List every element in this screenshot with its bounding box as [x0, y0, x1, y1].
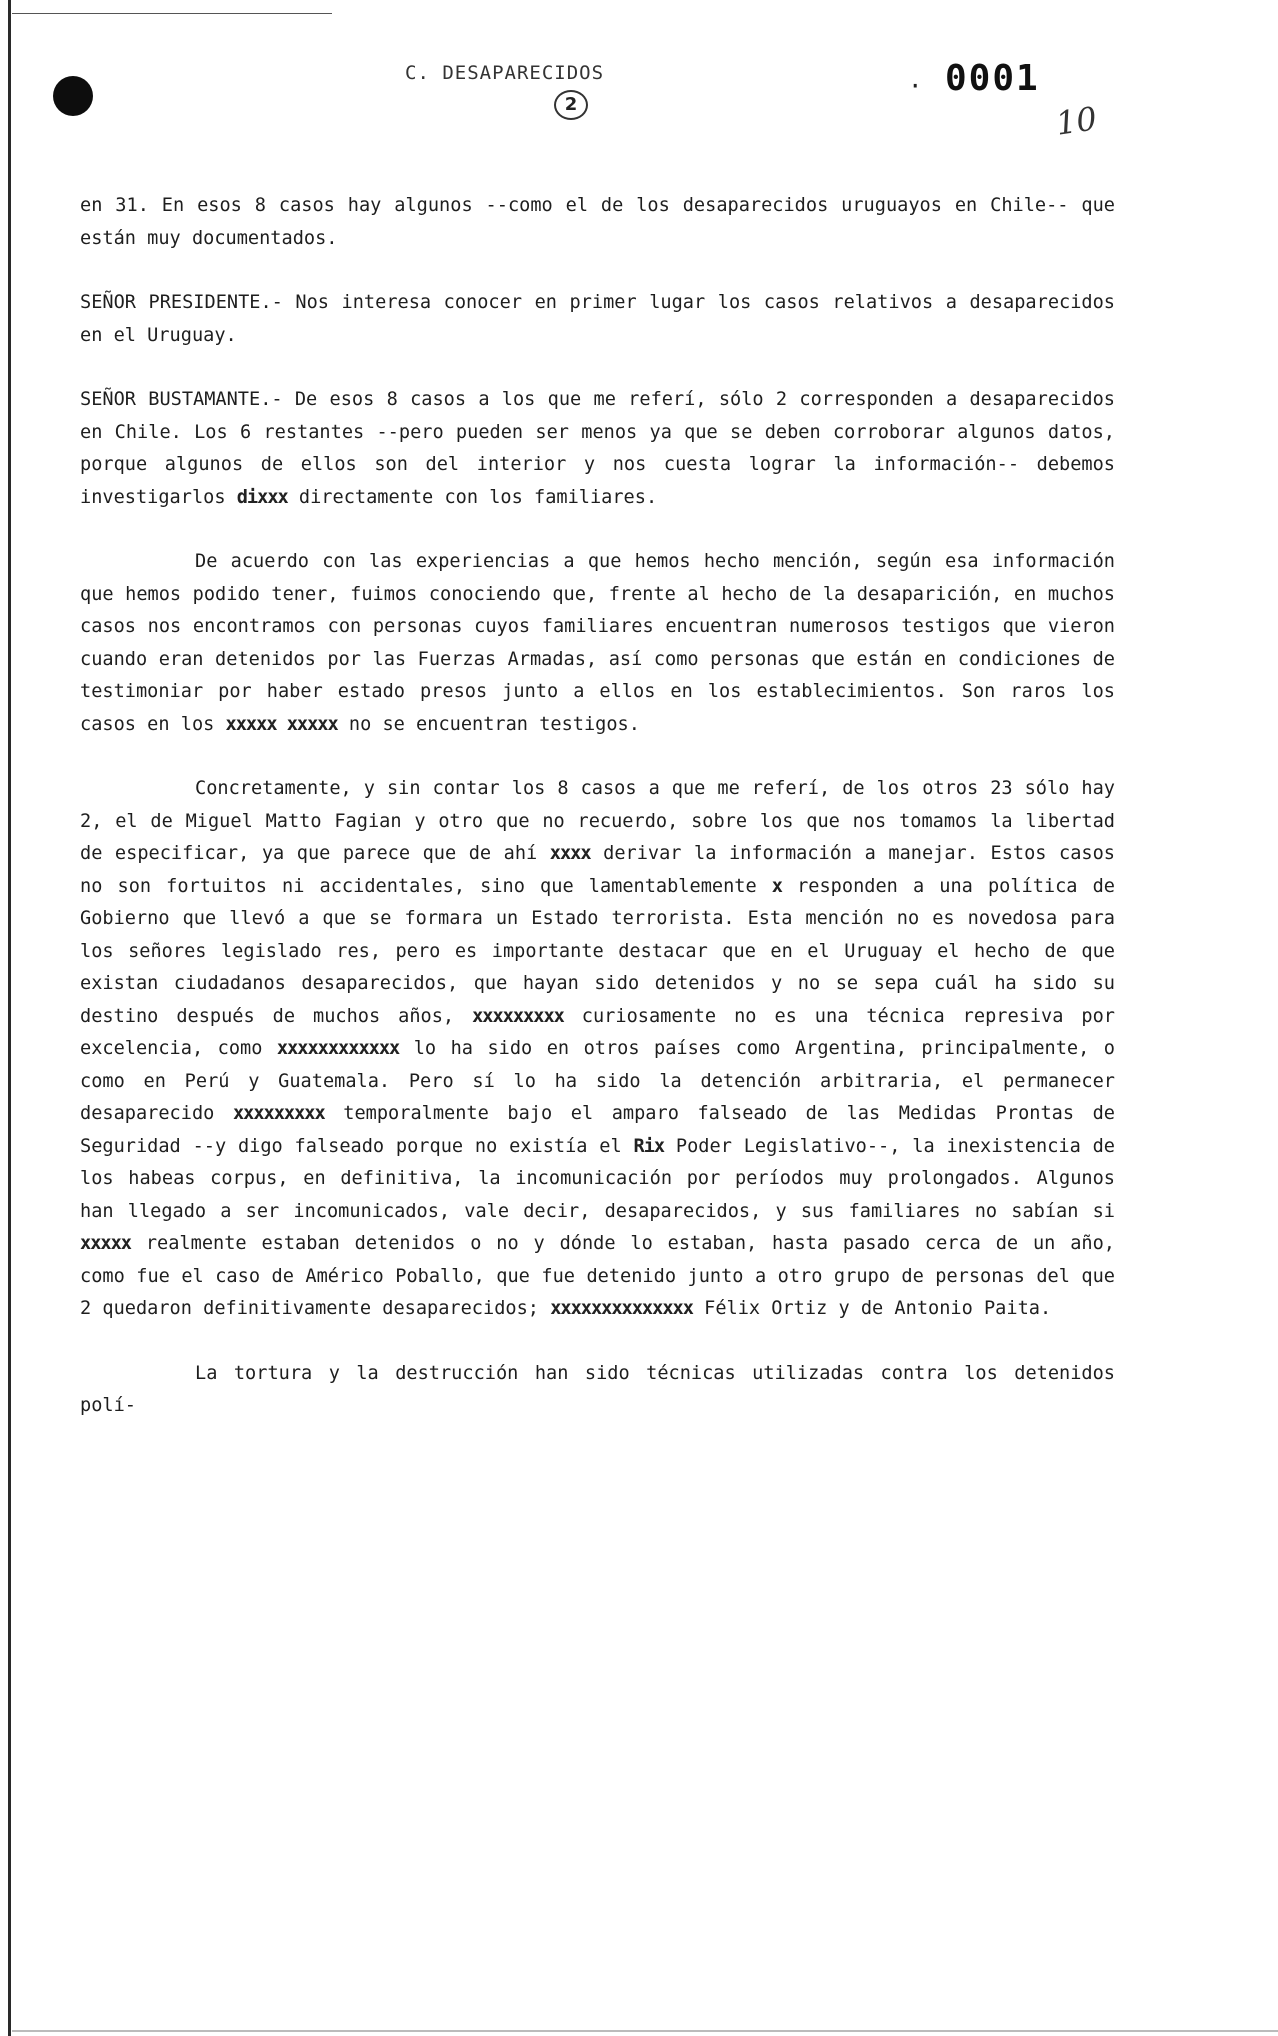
paragraph-4 [80, 546, 1115, 741]
paragraph-5-part: temporalmente bajo el amparo falseado de las Medidas Prontas de Seguridad --y digo falseado porque no existía el [80, 1103, 1116, 1157]
header-title: C. DESAPARECIDOS [405, 62, 605, 84]
document-body [80, 190, 1115, 1423]
handwritten-folio: 10 [1053, 99, 1100, 143]
paragraph-5-part: realmente estaban detenidos o no y dónde lo estaban, hasta pasado cerca de un año, como fue el caso de Américo Poballo, que fue detenido junto a otro grupo de personas del que 2 quedaron definitivamente desaparecidos; [80, 1233, 1115, 1319]
struck-text: xxxxxxxxx [232, 1103, 325, 1124]
paragraph-2: SEÑOR PRESIDENTE.- Nos interesa conocer en primer lugar los casos relativos a desaparecidos en el Uruguay. [80, 292, 1115, 346]
punch-hole [53, 76, 93, 116]
paragraph-5-end: Félix Ortiz y de Antonio Paita. [704, 1298, 1052, 1319]
paragraph-5-part: responden a una política de Gobierno que llevó a que se formara un Estado terrorista. Esta mención no es novedosa para los señores legislado res, pero es importante destacar que en el Uruguay el hecho de que existan ciudadanos desaparecidos, que hayan sido detenidos y no se sepa cuál ha sido su destino después de muchos años, [80, 875, 1115, 1027]
paragraph-3-end: directamente con los familiares. [298, 486, 658, 508]
struck-text: xxxxxxxxxxxxxx [550, 1298, 693, 1319]
bottom-edge [12, 2030, 1278, 2032]
struck-text: xxxxxxxxxxxx [276, 1038, 400, 1059]
paragraph-3 [80, 384, 1115, 514]
paragraph-4-text: De acuerdo con las experiencias a que hemos hecho mención, según esa información que hemos podido tener, fuimos conociendo que, frente al hecho de la desaparición, en muchos casos nos encontramos con personas cuyos familiares encuentran numerosos testigos que vieron cuando eran detenidos por las Fuerzas Armadas, así como personas que están en condiciones de testimoniar por haber estado presos junto a ellos en los establecimientos. Son raros los casos en los [80, 551, 1115, 735]
folio-stamp: 0001 [945, 58, 1040, 99]
paragraph-5-part: Poder Legislativo--, la inexistencia de los habeas corpus, en definitiva, la incomunicación por períodos muy prolongados. Algunos han llegado a ser incomunicados, vale decir, desaparecidos, y sus familiares no sabían si [80, 1135, 1115, 1222]
page-left-border [8, 0, 11, 2036]
struck-text: xxxxxxxxx [472, 1005, 564, 1027]
paragraph-5-part: curiosamente no es una técnica represiva por excelencia, como [80, 1005, 1115, 1059]
struck-text: xxxxx [80, 1233, 131, 1254]
paragraph-5 [80, 773, 1115, 1326]
paragraph-3-text: SEÑOR BUSTAMANTE.- De esos 8 casos a los que me referí, sólo 2 corresponden a desaparecidos en Chile. Los 6 restantes --pero pueden ser menos ya que se deben corroborar algunos datos, porque algunos de ellos son del interior y nos cuesta lograr la información-- debemos investigarlos [80, 389, 1115, 508]
struck-text: x [771, 875, 782, 897]
paragraph-5-part: lo ha sido en otros países como Argentina, principalmente, o como en Perú y Guatemala. Pero sí lo ha sido la detención arbitraria, el permanecer desaparecido [80, 1038, 1115, 1124]
struck-text: xxxxx xxxxx [225, 713, 338, 735]
paragraph-5-part: derivar la información a manejar. Estos casos no son fortuitos ni accidentales, sino que lamentablemente [80, 843, 1115, 897]
dot-mark: · [908, 72, 923, 100]
top-rule [12, 13, 332, 14]
paragraph-5-text: Concretamente, y sin contar los 8 casos a que me referí, de los otros 23 sólo hay 2, el de Miguel Matto Fagian y otro que no recuerdo, sobre los que nos tomamos la libertad de especificar, ya que parece que de ahí [80, 778, 1115, 864]
circled-page-number: 2 [554, 90, 588, 120]
struck-text: xxxx [549, 843, 591, 864]
paragraph-6: La tortura y la destrucción han sido técnicas utilizadas contra los detenidos polí- [80, 1362, 1115, 1416]
struck-text: Rix [633, 1135, 665, 1157]
paragraph-4-end: no se encuentran testigos. [348, 713, 640, 735]
struck-text: dixxx [236, 486, 288, 508]
paragraph-1: en 31. En esos 8 casos hay algunos --como el de los desaparecidos uruguayos en Chile-- que están muy documentados. [80, 195, 1115, 249]
